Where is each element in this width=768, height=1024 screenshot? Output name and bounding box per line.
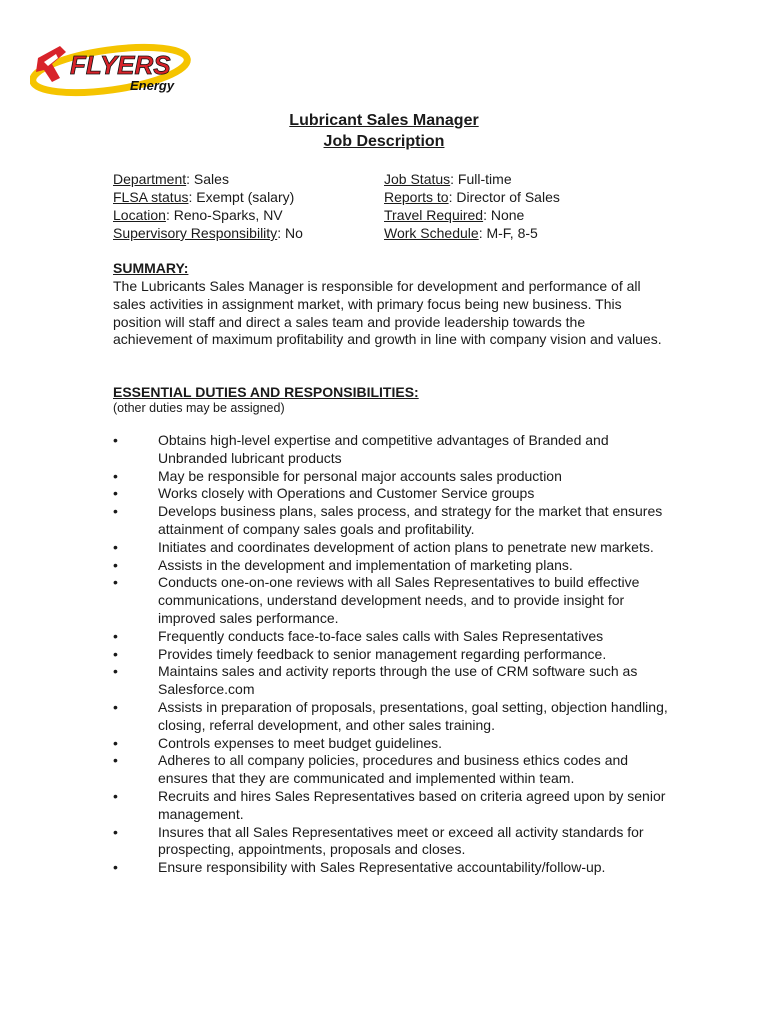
duty-text: Frequently conducts face-to-face sales calls with Sales Representatives [158, 627, 604, 644]
duty-item [113, 628, 673, 646]
meta-work-schedule: Work Schedule: M-F, 8-5 [384, 225, 538, 241]
bullet-icon: • [113, 698, 118, 715]
duty-text: Assists in preparation of proposals, presentations, goal setting, objection handling, closing, referral development, and other sales training. [158, 698, 668, 733]
duty-text: Assists in the development and implementation of marketing plans. [158, 556, 573, 573]
summary-heading: SUMMARY: [113, 260, 189, 276]
meta-travel: Travel Required: None [384, 207, 525, 223]
duty-item [113, 646, 673, 664]
bullet-icon: • [113, 485, 118, 502]
duties-heading: ESSENTIAL DUTIES AND RESPONSIBILITIES: [113, 384, 419, 400]
duty-text: Initiates and coordinates development of action plans to penetrate new markets. [158, 538, 654, 555]
bullet-icon: • [113, 752, 118, 769]
meta-supervisory: Supervisory Responsibility: No [113, 225, 303, 241]
duty-item [113, 859, 673, 877]
duty-text: Ensure responsibility with Sales Representative accountability/follow-up. [158, 859, 606, 876]
job-description-heading: Job Description [323, 133, 445, 150]
duty-text: Develops business plans, sales process, and strategy for the market that ensures attainment of company sales goals and profitability. [158, 503, 663, 537]
bullet-icon: • [113, 574, 118, 591]
duty-text: Conducts one-on-one reviews with all Sales Representatives to build effective communications, understand development needs, and to provide insight for improved sales performance. [158, 574, 640, 626]
job-title: Lubricant Sales Manager [289, 112, 479, 129]
bullet-icon: • [113, 627, 118, 644]
bullet-icon: • [113, 645, 118, 662]
duty-item [113, 752, 673, 788]
bullet-icon: • [113, 467, 118, 484]
bullet-icon: • [113, 734, 118, 751]
duty-item [113, 788, 673, 824]
duty-item [113, 432, 673, 468]
bullet-icon: • [113, 859, 118, 876]
bullet-icon: • [113, 556, 118, 573]
summary-text: The Lubricants Sales Manager is responsible for development and performance of all sales activities in assignment market, with primary focus being new business. This position will staff and direct a sales team and provide leadership towards the achievement of maximum profitability and growth in line with company vision and values. [113, 278, 662, 348]
duty-text: Controls expenses to meet budget guidelines. [158, 734, 443, 751]
duty-text: Adheres to all company policies, procedures and business ethics codes and ensures that they are communicated and implemented within team. [158, 752, 629, 787]
meta-left-column [113, 170, 303, 242]
logo-brand: FLYERS [70, 50, 171, 80]
logo-sub: Energy [130, 78, 175, 93]
bullet-icon: • [113, 432, 118, 448]
flyers-energy-logo [30, 38, 200, 98]
duty-item [113, 824, 673, 860]
bullet-icon: • [113, 663, 118, 680]
duty-item [113, 699, 673, 735]
duty-item [113, 485, 673, 503]
duty-text: May be responsible for personal major accounts sales production [158, 467, 562, 484]
duty-item [113, 557, 673, 575]
duty-item [113, 468, 673, 486]
bullet-icon: • [113, 503, 118, 520]
duty-item [113, 574, 673, 627]
duties-note: (other duties may be assigned) [113, 401, 285, 415]
bullet-icon: • [113, 538, 118, 555]
duty-text: Obtains high-level expertise and competitive advantages of Branded and Unbranded lubricant products [158, 432, 609, 466]
meta-job-status: Job Status: Full-time [384, 171, 512, 187]
bullet-icon: • [113, 787, 118, 804]
duty-text: Maintains sales and activity reports through the use of CRM software such as Salesforce.com [158, 663, 638, 698]
meta-department: Department: Sales [113, 171, 229, 187]
meta-right-column [384, 170, 560, 242]
duty-text: Works closely with Operations and Customer Service groups [158, 485, 535, 502]
meta-location: Location: Reno-Sparks, NV [113, 207, 283, 223]
duty-text: Provides timely feedback to senior management regarding performance. [158, 645, 607, 662]
meta-reports-to: Reports to: Director of Sales [384, 189, 560, 205]
duty-item [113, 735, 673, 753]
duty-text: Insures that all Sales Representatives meet or exceed all activity standards for prospecting, appointments, proposals and closes. [158, 823, 644, 858]
duties-list [113, 432, 673, 877]
document-title [0, 110, 768, 152]
duty-text: Recruits and hires Sales Representatives based on criteria agreed upon by senior management. [158, 787, 666, 822]
duty-item [113, 539, 673, 557]
duty-item [113, 663, 673, 699]
duty-item [113, 503, 673, 539]
bullet-icon: • [113, 823, 118, 840]
meta-flsa-status: FLSA status: Exempt (salary) [113, 189, 295, 205]
